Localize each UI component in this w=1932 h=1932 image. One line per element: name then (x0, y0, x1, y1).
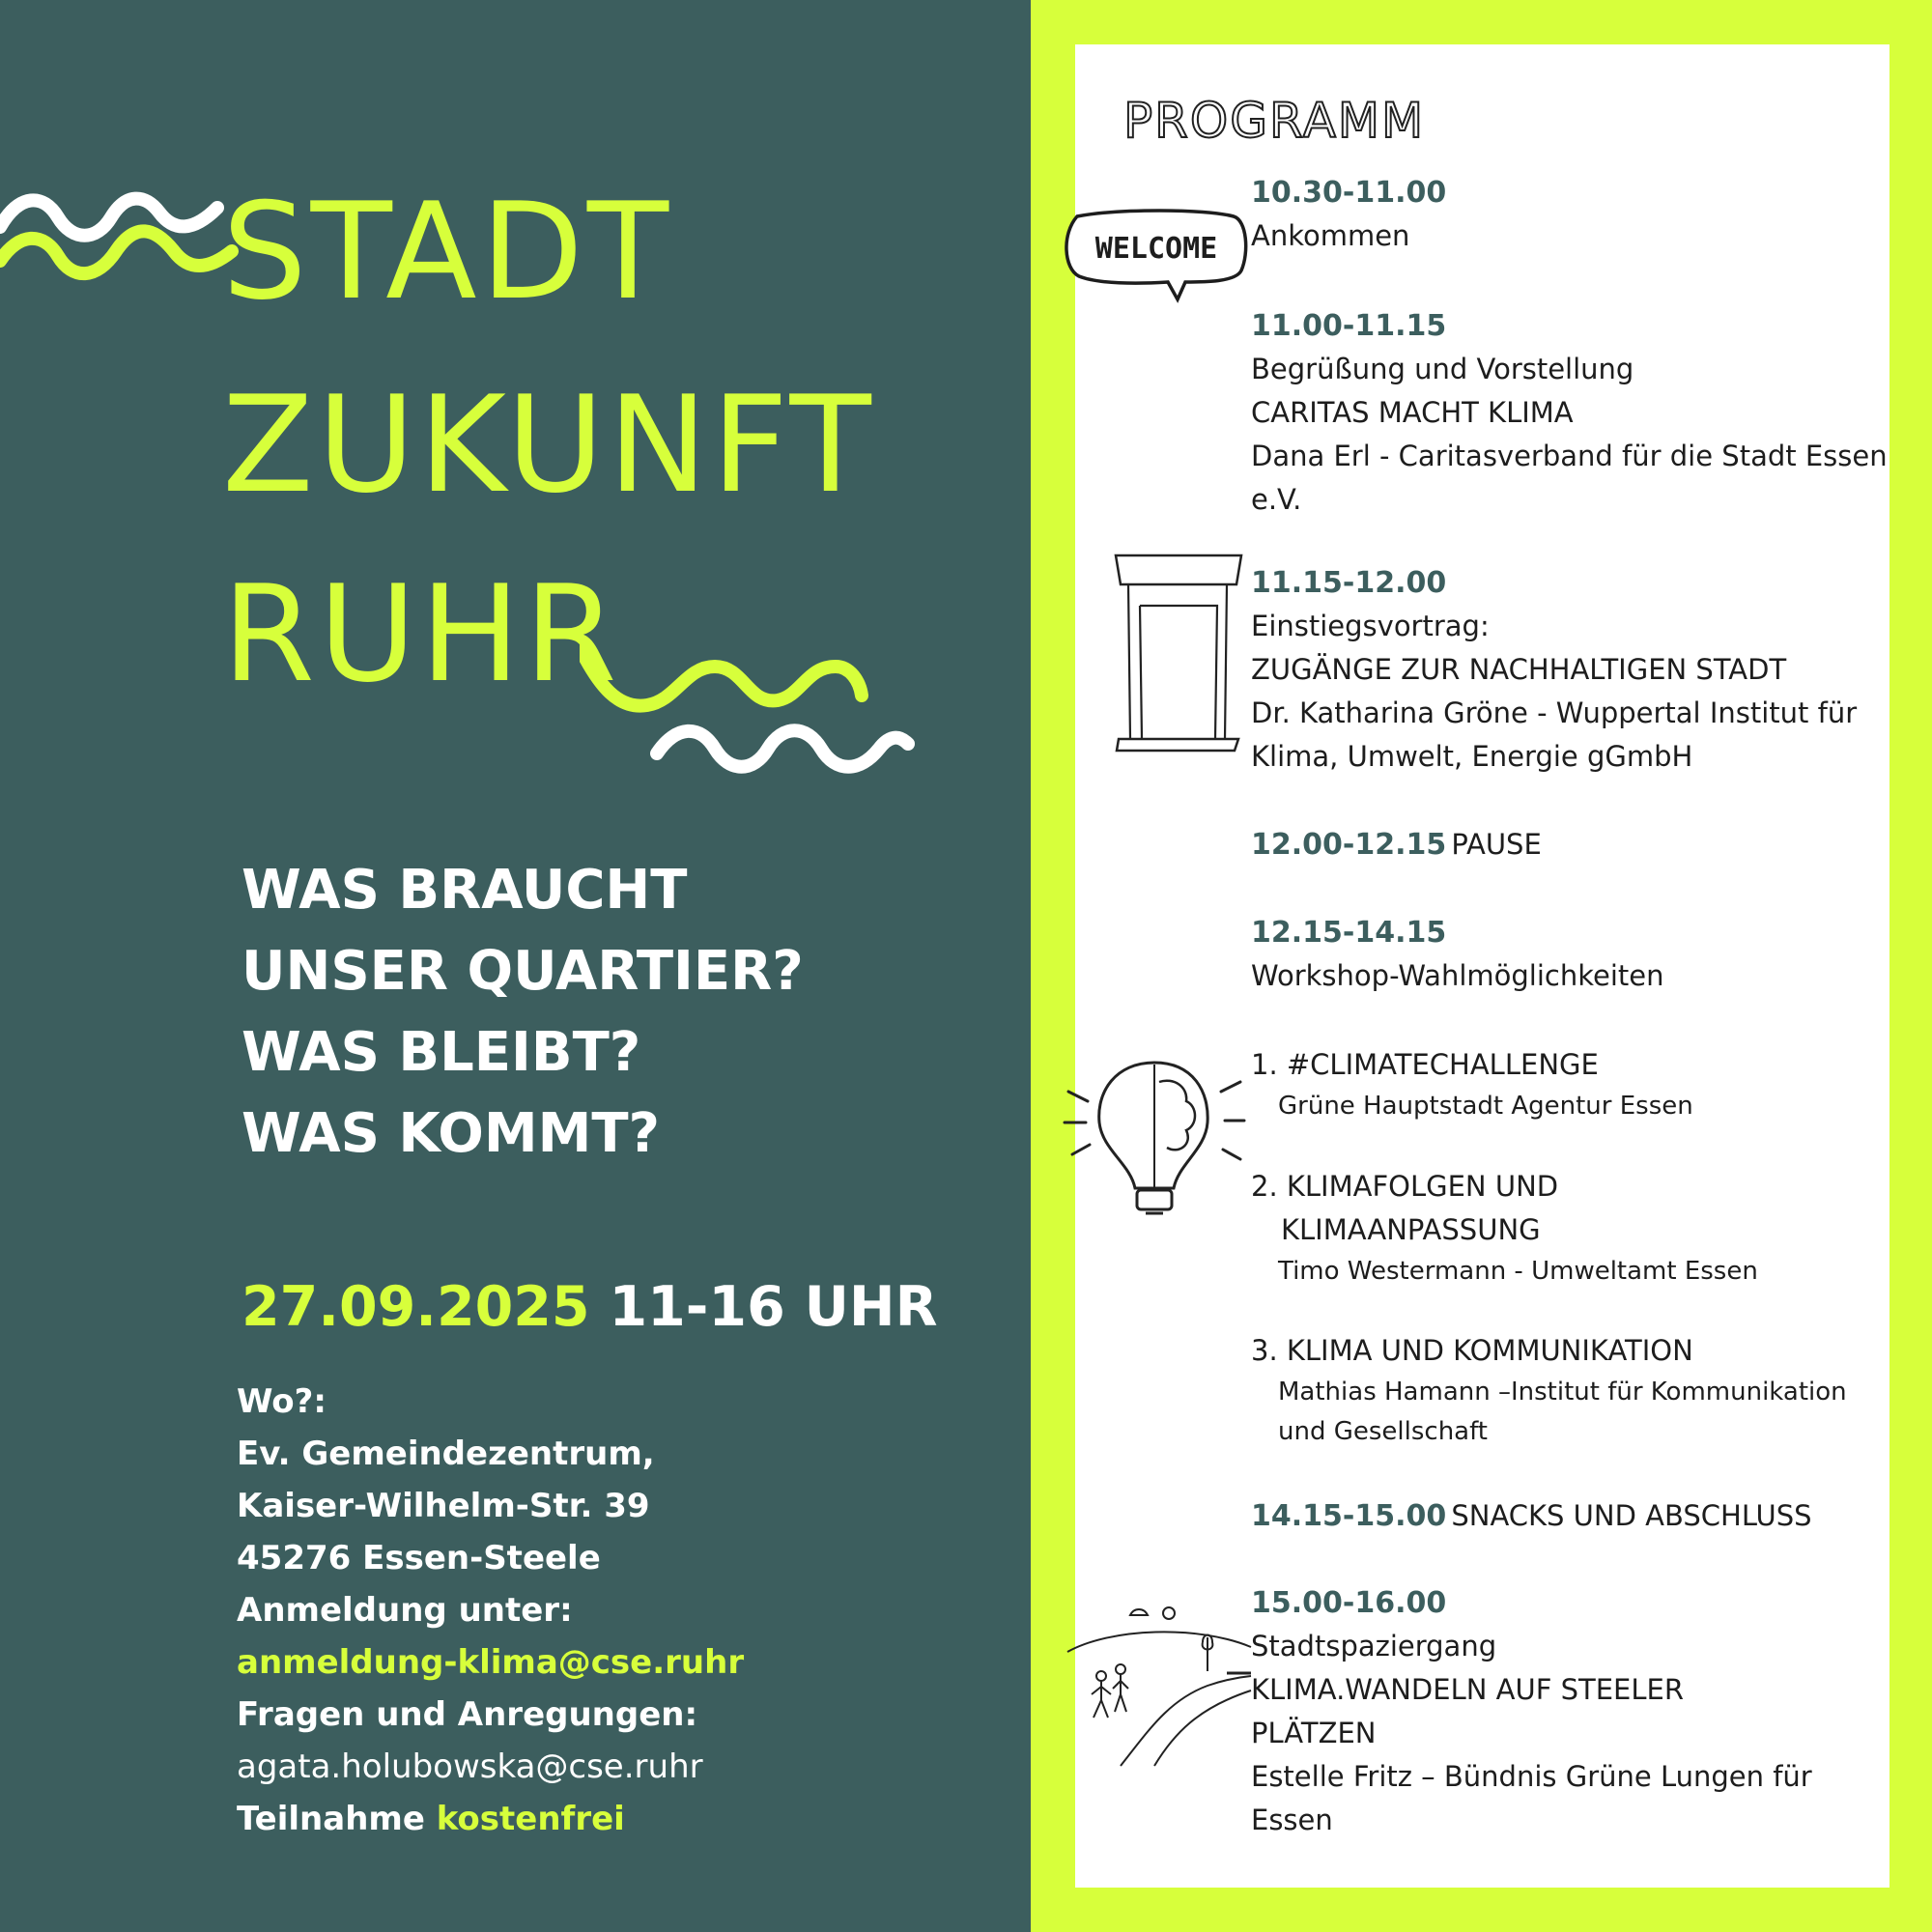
city: 45276 Essen-Steele (237, 1539, 601, 1577)
item-text: Begrüßung und Vorstellung (1251, 353, 1634, 385)
item-time: 11.15-12.00 (1251, 566, 1447, 600)
workshop-title: KLIMAANPASSUNG (1281, 1213, 1541, 1246)
workshop-speaker: und Gesellschaft (1278, 1417, 1489, 1446)
welcome-label: WELCOME (1094, 232, 1218, 266)
item-time: 15.00-16.00 (1251, 1586, 1447, 1620)
participation-label: Teilnahme (237, 1800, 425, 1838)
item-text: Essen (1251, 1804, 1333, 1836)
program-item-snacks (1251, 1494, 1889, 1538)
workshop-3 (1251, 1329, 1889, 1452)
item-time: 12.15-14.15 (1251, 916, 1447, 950)
item-text: KLIMA.WANDELN AUF STEELER (1251, 1673, 1684, 1706)
event-info (237, 1376, 744, 1845)
item-time: 12.00-12.15 (1251, 828, 1447, 862)
venue: Ev. Gemeindezentrum, (237, 1435, 655, 1473)
where-label: Wo?: (237, 1382, 327, 1421)
title-stadt: STADT (222, 174, 673, 329)
workshop-speaker: Grüne Hauptstadt Agentur Essen (1278, 1092, 1693, 1121)
program-item-welcome (1251, 305, 1889, 522)
item-text: Estelle Fritz – Bündnis Grüne Lungen für (1251, 1760, 1812, 1793)
item-label: SNACKS UND ABSCHLUSS (1451, 1499, 1812, 1532)
questions-label: Fragen und Anregungen: (237, 1695, 698, 1734)
item-time: 14.15-15.00 (1251, 1499, 1447, 1533)
workshop-speaker: Timo Westermann - Umweltamt Essen (1278, 1257, 1758, 1286)
workshop-speaker: Mathias Hamann –Institut für Kommunikation (1278, 1378, 1847, 1406)
event-date: 27.09.2025 (242, 1275, 590, 1339)
questions-email-link[interactable]: agata.holubowska@cse.ruhr (237, 1747, 703, 1786)
item-label: PAUSE (1451, 828, 1542, 861)
participation-value: kostenfrei (436, 1800, 625, 1838)
workshop-title: 3. KLIMA UND KOMMUNIKATION (1251, 1334, 1693, 1367)
item-text: Stadtspaziergang (1251, 1630, 1497, 1662)
welcome-bubble-icon (1060, 205, 1253, 306)
questions-block (242, 850, 804, 1175)
program-item-arrival (1251, 172, 1889, 258)
program-item-workshops (1251, 912, 1889, 998)
item-text: Dr. Katharina Gröne - Wuppertal Institut für (1251, 696, 1858, 729)
workshop-title: 2. KLIMAFOLGEN UND (1251, 1170, 1559, 1203)
question-line: WAS BRAUCHT (242, 859, 688, 922)
item-text: Dana Erl - Caritasverband für die Stadt Essen (1251, 440, 1888, 472)
item-text: Klima, Umwelt, Energie gGmbH (1251, 740, 1693, 773)
lightbulb-brain-icon (1063, 1053, 1246, 1227)
item-text: Workshop-Wahlmöglichkeiten (1251, 959, 1664, 992)
question-line: UNSER QUARTIER? (242, 940, 804, 1003)
lectern-icon (1111, 546, 1246, 753)
item-text: ZUGÄNGE ZUR NACHHALTIGEN STADT (1251, 653, 1787, 686)
event-datetime (242, 1275, 937, 1339)
wave-bottom-white-icon (647, 705, 918, 792)
item-text: Einstiegsvortrag: (1251, 610, 1490, 642)
event-time: 11-16 UHR (609, 1275, 938, 1339)
program-item-city-walk (1251, 1582, 1889, 1842)
title-zukunft: ZUKUNFT (222, 367, 875, 523)
program-item-keynote (1251, 562, 1889, 779)
question-line: WAS KOMMT? (242, 1102, 661, 1165)
city-walk-illustration-icon (1063, 1594, 1256, 1768)
program-item-pause (1251, 823, 1889, 867)
question-line: WAS BLEIBT? (242, 1021, 641, 1084)
item-time: 10.30-11.00 (1251, 176, 1447, 210)
register-label: Anmeldung unter: (237, 1591, 573, 1630)
item-text: e.V. (1251, 483, 1302, 516)
item-time: 11.00-11.15 (1251, 309, 1447, 343)
wave-top-lime-icon (0, 198, 251, 285)
item-text: CARITAS MACHT KLIMA (1251, 396, 1574, 429)
street: Kaiser-Wilhelm-Str. 39 (237, 1487, 650, 1525)
program-heading: PROGRAMM (1123, 93, 1426, 149)
register-email-link[interactable]: anmeldung-klima@cse.ruhr (237, 1643, 745, 1682)
item-text: Ankommen (1251, 219, 1410, 252)
workshop-1 (1251, 1043, 1889, 1126)
workshop-title: 1. #CLIMATECHALLENGE (1251, 1048, 1599, 1081)
title-ruhr: RUHR (222, 556, 621, 712)
workshop-2 (1251, 1165, 1889, 1292)
item-text: PLÄTZEN (1251, 1717, 1377, 1749)
participation (237, 1793, 744, 1845)
